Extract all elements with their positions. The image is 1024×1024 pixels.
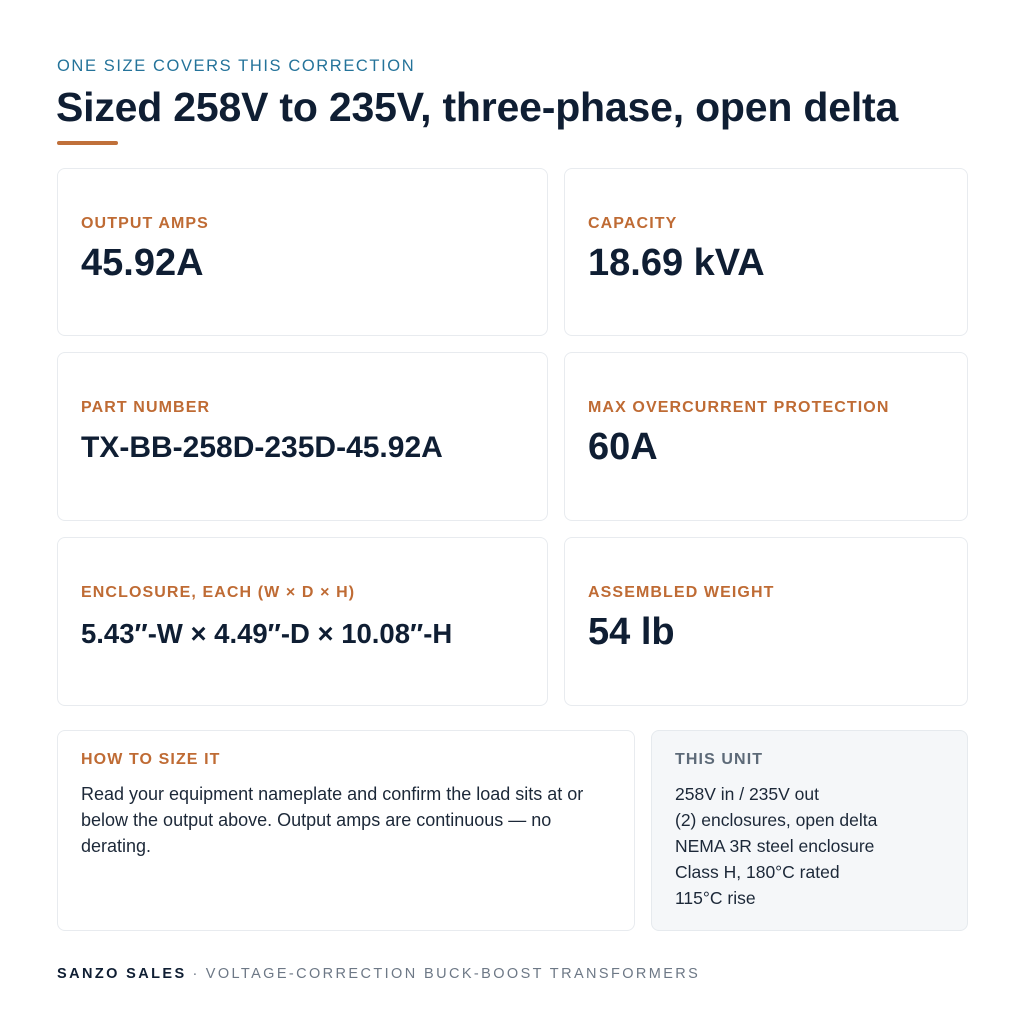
how-to-size-text: Read your equipment nameplate and confirm the load sits at or below the output above. Output amps are continuous — no derating. — [81, 784, 584, 856]
capacity-value: 18.69 kVA — [588, 242, 765, 284]
this-unit-line: (2) enclosures, open delta — [675, 810, 878, 830]
this-unit-card — [651, 730, 968, 931]
output-amps-card — [57, 168, 548, 336]
part-number-label: PART NUMBER — [81, 399, 211, 416]
max-ocp-value: 60A — [588, 426, 658, 468]
part-number-value: TX-BB-258D-235D-45.92A — [81, 431, 443, 464]
this-unit-line: 115°C rise — [675, 888, 756, 908]
weight-value: 54 lb — [588, 611, 675, 653]
how-to-size-label: HOW TO SIZE IT — [81, 751, 221, 768]
title-underline — [57, 141, 118, 145]
capacity-card — [564, 168, 968, 336]
this-unit-list — [675, 781, 877, 911]
max-ocp-label: MAX OVERCURRENT PROTECTION — [588, 399, 890, 416]
weight-card — [564, 537, 968, 706]
enclosure-label: ENCLOSURE, EACH (W × D × H) — [81, 584, 356, 601]
output-amps-label: OUTPUT AMPS — [81, 215, 209, 232]
footer-brand: SANZO SALES — [57, 966, 187, 982]
output-amps-value: 45.92A — [81, 242, 204, 284]
part-number-card — [57, 352, 548, 521]
eyebrow-text: ONE SIZE COVERS THIS CORRECTION — [57, 57, 416, 75]
footer — [57, 966, 700, 982]
capacity-label: CAPACITY — [588, 215, 678, 232]
this-unit-line: NEMA 3R steel enclosure — [675, 836, 875, 856]
page-title: Sized 258V to 235V, three-phase, open delta — [56, 84, 899, 130]
footer-separator: · — [192, 966, 200, 982]
how-to-size-card — [57, 730, 635, 931]
enclosure-card — [57, 537, 548, 706]
this-unit-label: THIS UNIT — [675, 751, 764, 768]
max-ocp-card — [564, 352, 968, 521]
footer-tagline: VOLTAGE-CORRECTION BUCK-BOOST TRANSFORMERS — [205, 966, 701, 982]
enclosure-value: 5.43″-W × 4.49″-D × 10.08″-H — [81, 618, 453, 649]
this-unit-line: 258V in / 235V out — [675, 784, 819, 804]
weight-label: ASSEMBLED WEIGHT — [588, 584, 775, 601]
this-unit-line: Class H, 180°C rated — [675, 862, 840, 882]
